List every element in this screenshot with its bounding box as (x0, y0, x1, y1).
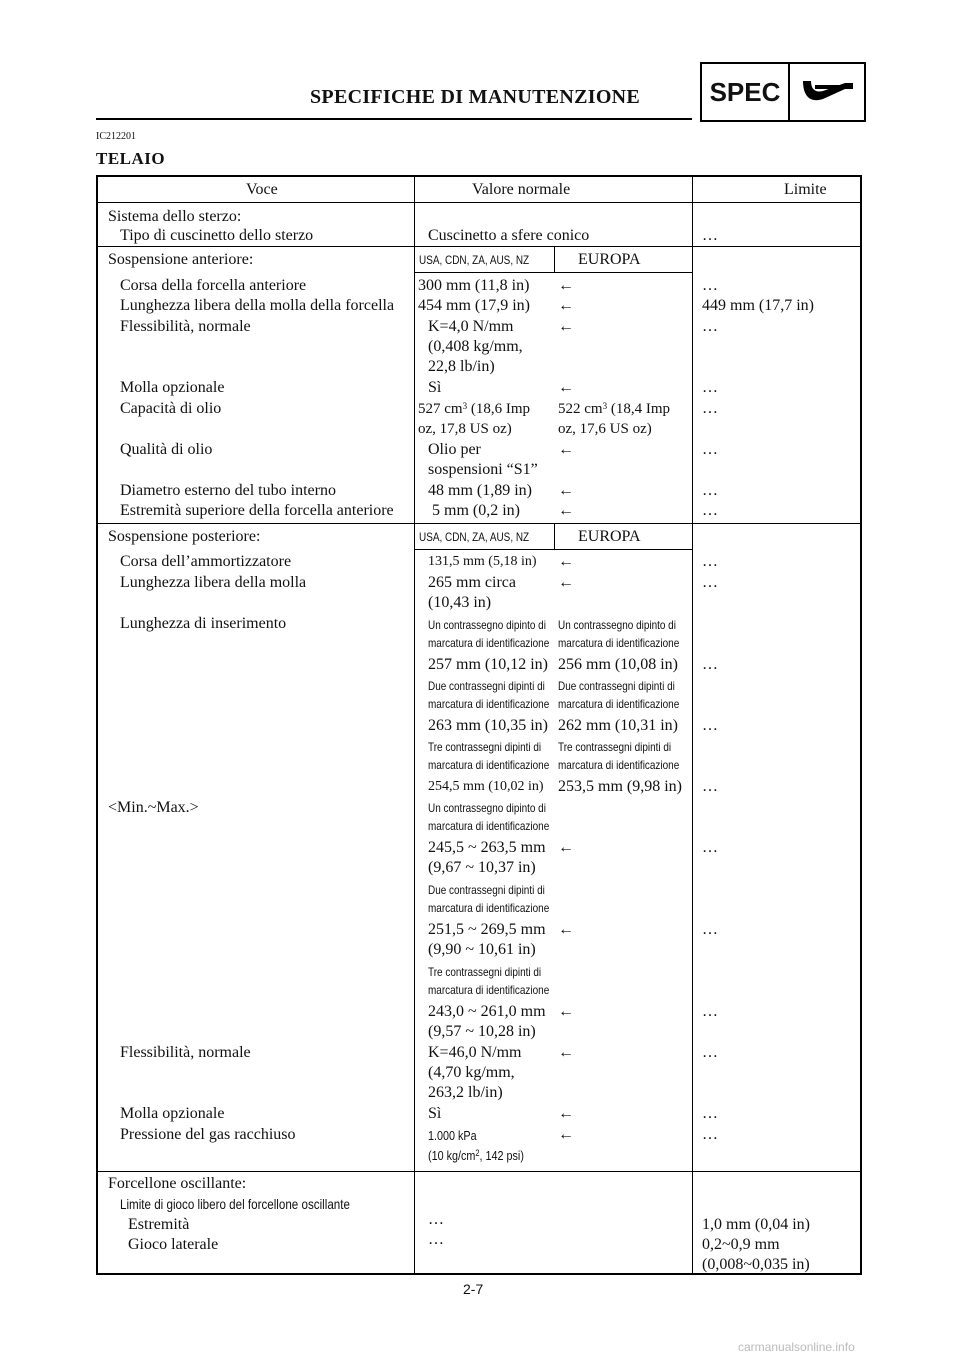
front-opt-eu: ← (558, 379, 574, 396)
front-oil-q2: sospensioni “S1” (428, 461, 538, 478)
swingarm-play-label: Limite di gioco libero del forcellone oscillante (120, 1196, 350, 1212)
rear-install-m2b-b: marcatura di identificazione (558, 697, 680, 711)
rear-rate-limit: … (702, 1044, 718, 1061)
front-oil-cap-limit: … (702, 400, 718, 417)
header-valore: Valore normale (472, 181, 571, 198)
rear-install-1a: 257 mm (10,12 in) (428, 656, 548, 673)
rear-range-m3b: marcatura di identificazione (428, 983, 550, 997)
swingarm-side-label: Gioco laterale (128, 1236, 219, 1253)
front-oil-cap-b1: 522 $cm^3$ (18,4 Imp (558, 401, 670, 417)
section-rule-2 (98, 523, 860, 524)
col-divider-1 (414, 177, 415, 1273)
front-oil-q-limit: … (702, 441, 718, 458)
rear-stroke-limit: … (702, 553, 718, 570)
front-tube-value: 48 mm (1,89 in) (428, 482, 532, 499)
steering-bearing-value: Cuscinetto a sfere conico (428, 227, 590, 244)
rear-spring-v2: (10,43 in) (428, 594, 492, 611)
page-title: SPECIFICHE DI MANUTENZIONE (310, 86, 641, 108)
rear-opt-limit: … (702, 1105, 718, 1122)
rear-opt-eu: ← (558, 1105, 574, 1122)
col-divider-2 (692, 177, 693, 1273)
front-rate-limit: … (702, 318, 718, 335)
rear-spring-eu: ← (558, 574, 574, 591)
rear-title: Sospensione posteriore: (108, 528, 261, 545)
front-top-label: Estremità superiore della forcella anteriore (120, 502, 394, 519)
rear-install-3a: 254,5 mm (10,02 in) (428, 779, 544, 794)
rear-range-3b: (9,57 ~ 10,28 in) (428, 1023, 536, 1040)
header-rule (96, 118, 692, 120)
rear-spring-v1: 265 mm circa (428, 574, 516, 591)
rear-range-1-eu: ← (558, 839, 574, 856)
region-rule-front (414, 272, 692, 273)
front-region-a: USA, CDN, ZA, AUS, NZ (419, 253, 530, 267)
rear-install-m1a-a: Un contrassegno dipinto di (428, 618, 546, 632)
rear-range-m1a: Un contrassegno dipinto di (428, 801, 546, 815)
rear-gas-label: Pressione del gas racchiuso (120, 1126, 296, 1143)
front-top-value: 5 mm (0,2 in) (432, 502, 520, 519)
front-oil-cap-a1: 527 $cm^3$ (18,6 Imp (418, 401, 530, 417)
front-rate-eu: ← (558, 318, 574, 335)
front-spring-len-limit: 449 mm (17,7 in) (702, 297, 814, 314)
swingarm-side-value: … (428, 1231, 444, 1248)
rear-gas-v2: (10 $kg/cm^2$, 142 psi) (428, 1148, 524, 1163)
swingarm-side-limit-2: (0,008~0,035 in) (702, 1256, 810, 1273)
front-spring-len-eu: ← (558, 297, 574, 314)
rear-region-b: EUROPA (578, 528, 641, 545)
front-stroke-eu: ← (558, 277, 574, 294)
rear-gas-eu: ← (558, 1126, 574, 1143)
front-stroke-limit: … (702, 277, 718, 294)
front-rate-label: Flessibilità, normale (120, 318, 251, 335)
rear-install-1-limit: … (702, 656, 718, 673)
rear-install-1b: 256 mm (10,08 in) (558, 656, 678, 673)
rear-range-3a: 243,0 ~ 261,0 mm (428, 1003, 546, 1020)
rear-install-m3b-a: marcatura di identificazione (428, 758, 550, 772)
front-region-b: EUROPA (578, 251, 641, 268)
rear-install-m3b-b: marcatura di identificazione (558, 758, 680, 772)
rear-range-1-limit: … (702, 839, 718, 856)
swingarm-title: Forcellone oscillante: (108, 1175, 247, 1192)
front-tube-limit: … (702, 482, 718, 499)
spec-badge (700, 62, 866, 122)
wrench-icon (790, 64, 864, 120)
front-oil-q-label: Qualità di olio (120, 441, 213, 458)
watermark: carmanualsonline.info (738, 1340, 855, 1354)
rear-range-2-eu: ← (558, 921, 574, 938)
swingarm-side-limit-1: 0,2~0,9 mm (702, 1236, 780, 1253)
section-title: TELAIO (96, 149, 166, 168)
rear-install-3-limit: … (702, 778, 718, 795)
rear-rate-v2: (4,70 kg/mm, (428, 1064, 515, 1081)
rear-rate-v1: K=46,0 N/mm (428, 1044, 522, 1061)
front-opt-value: Sì (428, 379, 442, 396)
front-stroke-label: Corsa della forcella anteriore (120, 277, 307, 294)
front-rate-v1: K=4,0 N/mm (428, 318, 514, 335)
region-divider-rear (554, 524, 555, 549)
rear-stroke-value: 131,5 mm (5,18 in) (428, 554, 537, 569)
rear-range-2a: 251,5 ~ 269,5 mm (428, 921, 546, 938)
swingarm-end-limit: 1,0 mm (0,04 in) (702, 1216, 810, 1233)
rear-install-m3a-b: Tre contrassegni dipinti di (558, 740, 672, 754)
rear-install-2-limit: … (702, 717, 718, 734)
rear-range-3-limit: … (702, 1003, 718, 1020)
front-tube-label: Diametro esterno del tubo interno (120, 482, 336, 499)
section-code: IC212201 (96, 131, 136, 142)
front-top-limit: … (702, 502, 718, 519)
front-rate-v2: (0,408 kg/mm, (428, 338, 523, 355)
front-oil-q-eu: ← (558, 441, 574, 458)
rear-range-m2a: Due contrassegni dipinti di (428, 883, 545, 897)
rear-range-1b: (9,67 ~ 10,37 in) (428, 859, 536, 876)
rear-range-m3a: Tre contrassegni dipinti di (428, 965, 542, 979)
rear-region-a: USA, CDN, ZA, AUS, NZ (419, 530, 530, 544)
rear-stroke-eu: ← (558, 553, 574, 570)
rear-opt-value: Sì (428, 1105, 442, 1122)
spec-table (96, 175, 862, 1275)
swingarm-end-value: … (428, 1211, 444, 1228)
front-tube-eu: ← (558, 482, 574, 499)
rear-install-3b: 253,5 mm (9,98 in) (558, 778, 682, 795)
rear-install-m1b-b: marcatura di identificazione (558, 636, 680, 650)
rear-install-2a: 263 mm (10,35 in) (428, 717, 548, 734)
rear-gas-v1: 1.000 kPa (428, 1128, 477, 1143)
front-oil-cap-b2: oz, 17,6 US oz) (558, 421, 652, 437)
rear-rate-v3: 263,2 lb/in) (428, 1084, 503, 1101)
section-rule-1 (98, 246, 860, 247)
region-divider-front (554, 247, 555, 272)
rear-rate-eu: ← (558, 1044, 574, 1061)
front-spring-len-label: Lunghezza libera della molla della forcella (120, 297, 395, 314)
header-limite: Limite (784, 181, 827, 198)
rear-install-m2a-a: Due contrassegni dipinti di (428, 679, 545, 693)
rear-range-m1b: marcatura di identificazione (428, 819, 550, 833)
front-oil-q1: Olio per (428, 441, 481, 458)
region-rule-rear (414, 549, 692, 550)
front-rate-v3: 22,8 lb/in) (428, 358, 495, 375)
rear-opt-label: Molla opzionale (120, 1105, 225, 1122)
rear-range-m2b: marcatura di identificazione (428, 901, 550, 915)
spec-label: SPEC (702, 64, 790, 120)
front-title: Sospensione anteriore: (108, 251, 254, 268)
front-top-eu: ← (558, 502, 574, 519)
rear-rate-label: Flessibilità, normale (120, 1044, 251, 1061)
rear-range-2-limit: … (702, 921, 718, 938)
page-number: 2-7 (463, 1281, 484, 1297)
front-opt-limit: … (702, 379, 718, 396)
rear-spring-label: Lunghezza libera della molla (120, 574, 307, 591)
front-oil-cap-label: Capacità di olio (120, 400, 222, 417)
rear-range-3-eu: ← (558, 1003, 574, 1020)
header-voce: Voce (246, 181, 278, 198)
steering-title: Sistema dello sterzo: (108, 208, 242, 225)
rear-install-m3a-a: Tre contrassegni dipinti di (428, 740, 542, 754)
rear-install-m2b-a: marcatura di identificazione (428, 697, 550, 711)
rear-minmax-label: <Min.~Max.> (108, 799, 199, 816)
rear-install-label: Lunghezza di inserimento (120, 615, 287, 632)
front-opt-label: Molla opzionale (120, 379, 225, 396)
swingarm-end-label: Estremità (128, 1216, 190, 1233)
section-rule-3 (98, 1171, 860, 1172)
rear-stroke-label: Corsa dell’ammortizzatore (120, 553, 292, 570)
steering-bearing-limit: … (702, 227, 718, 244)
front-spring-len-value: 454 mm (17,9 in) (418, 297, 530, 314)
steering-bearing-label: Tipo di cuscinetto dello sterzo (120, 227, 314, 244)
rear-install-m1a-b: Un contrassegno dipinto di (558, 618, 676, 632)
rear-gas-limit: … (702, 1126, 718, 1143)
table-header (98, 177, 860, 203)
front-stroke-value: 300 mm (11,8 in) (418, 277, 530, 294)
rear-install-m2a-b: Due contrassegni dipinti di (558, 679, 675, 693)
rear-install-m1b-a: marcatura di identificazione (428, 636, 550, 650)
rear-range-1a: 245,5 ~ 263,5 mm (428, 839, 546, 856)
front-oil-cap-a2: oz, 17,8 US oz) (418, 421, 512, 437)
rear-install-2b: 262 mm (10,31 in) (558, 717, 678, 734)
rear-range-2b: (9,90 ~ 10,61 in) (428, 941, 536, 958)
rear-spring-limit: … (702, 574, 718, 591)
